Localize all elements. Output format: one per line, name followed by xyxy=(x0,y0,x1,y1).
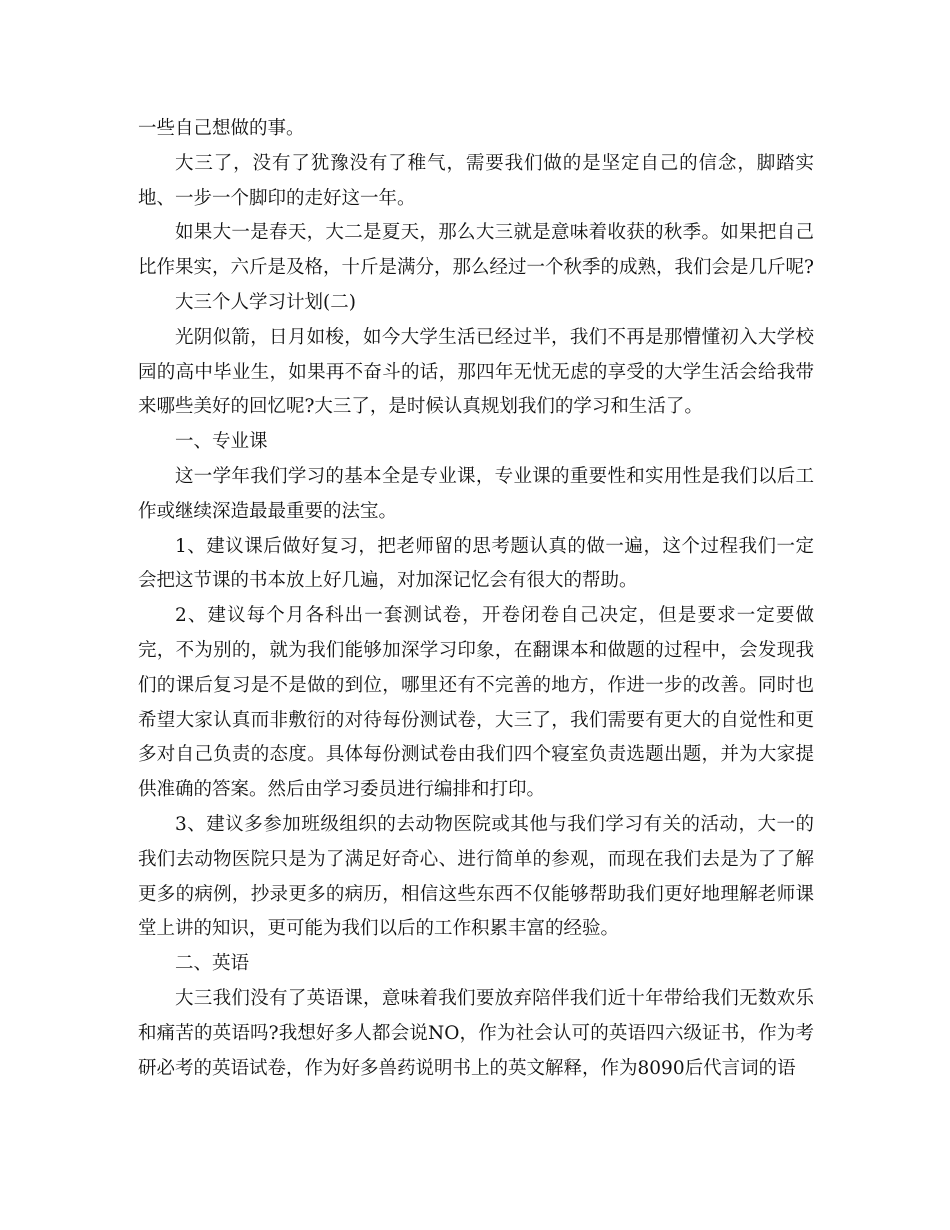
list-item: 1、建议课后做好复习，把老师留的思考题认真的做一遍，这个过程我们一定会把这节课的书本放上好几遍，对加深记忆会有很大的帮助。 xyxy=(138,535,814,592)
section-heading: 二、英语 xyxy=(175,953,250,975)
list-item: 3、建议多参加班级组织的去动物医院或其他与我们学习有关的活动，大一的我们去动物医院只是为了满足好奇心、进行简单的参观，而现在我们去是为了了解更多的病例，抄录更多的病历，相信这些东西不仅能够帮助我们更好地理解老师课堂上讲的知识，更可能为我们以后的工作积累丰富的经验。 xyxy=(138,813,814,940)
paragraph: 这一学年我们学习的基本全是专业课，专业课的重要性和实用性是我们以后工作或继续深造最最重要的法宝。 xyxy=(138,465,814,522)
document-body xyxy=(138,112,814,1086)
paragraph-continuation: 一些自己想做的事。 xyxy=(138,118,305,139)
section-title: 大三个人学习计划(二) xyxy=(175,291,356,313)
paragraph: 大三了，没有了犹豫没有了稚气，需要我们做的是坚定自己的信念，脚踏实地、一步一个脚印的走好这一年。 xyxy=(138,152,814,209)
paragraph: 大三我们没有了英语课，意味着我们要放弃陪伴我们近十年带给我们无数欢乐和痛苦的英语吗?我想好多人都会说NO，作为社会认可的英语四六级证书，作为考研必考的英语试卷，作为好多兽药说明书上的英文解释，作为8090后代言词的语 xyxy=(138,987,814,1079)
paragraph: 光阴似箭，日月如梭，如今大学生活已经过半，我们不再是那懵懂初入大学校园的高中毕业生，如果再不奋斗的话，那四年无忧无虑的享受的大学生活会给我带来哪些美好的回忆呢?大三了，是时候认真规划我们的学习和生活了。 xyxy=(138,326,814,418)
section-heading: 一、专业课 xyxy=(175,431,268,453)
list-item: 2、建议每个月各科出一套测试卷，开卷闭卷自己决定，但是要求一定要做完，不为别的，就为我们能够加深学习印象，在翻课本和做题的过程中，会发现我们的课后复习是不是做的到位，哪里还有不完善的地方，作进一步的改善。同时也希望大家认真而非敷衍的对待每份测试卷，大三了，我们需要有更大的自觉性和更多对自己负责的态度。具体每份测试卷由我们四个寝室负责选题出题，并为大家提供准确的答案。然后由学习委员进行编排和打印。 xyxy=(138,605,814,801)
paragraph: 如果大一是春天，大二是夏天，那么大三就是意味着收获的秋季。如果把自己比作果实，六斤是及格，十斤是满分，那么经过一个秋季的成熟，我们会是几斤呢? xyxy=(138,222,814,279)
